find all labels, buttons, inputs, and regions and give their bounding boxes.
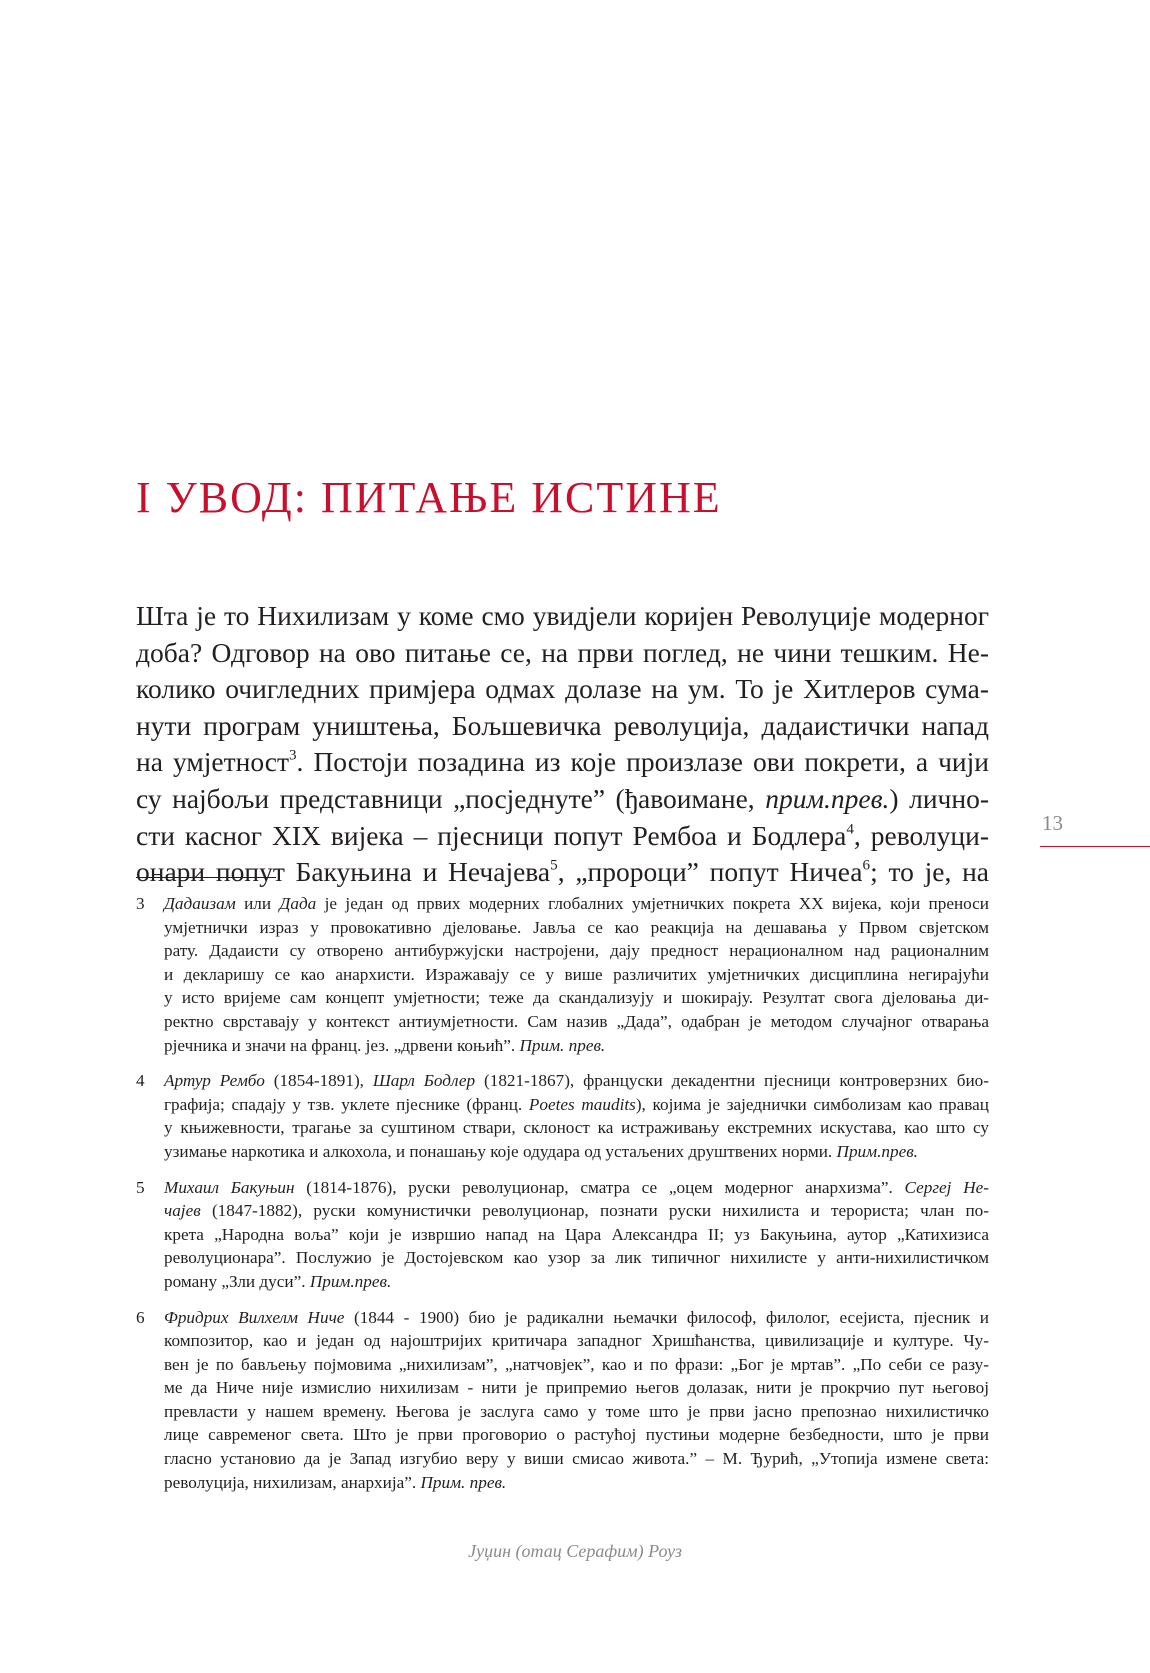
footnote-4 [136, 1069, 989, 1163]
footnote-line: крета „Народна воља” који је извршио напад на Цара Александра II; уз Бакуњина, аутор „Катихизиса [164, 1224, 989, 1244]
footnote-ref-5[interactable]: 5 [550, 857, 558, 874]
footnote-3 [136, 892, 989, 1057]
body-text: на умјетност [136, 746, 289, 778]
footnote-italic: Сергеј Не- [904, 1177, 989, 1197]
body-line [136, 854, 989, 891]
running-footer: Јуџин (отац Серафим) Роуз [468, 1541, 682, 1561]
body-text: , „пророци” попут Ничеа [557, 856, 863, 888]
body-line [136, 744, 989, 781]
footnote-line: ректно сврставају у контекст антиумјетности. Сам назив „Дада”, одабран је методом случајног отварања [164, 1011, 989, 1031]
footnote-italic: чајев [164, 1201, 201, 1221]
footnote-text: (1814-1876), руски револуционар, сматра се „оцем модерног анархизма”. [294, 1177, 905, 1197]
body-text: ) лично- [889, 782, 989, 814]
footnote-italic: Прим.прев. [836, 1141, 918, 1161]
footnote-italic: Прим. прев. [420, 1472, 507, 1492]
footnote-5 [136, 1176, 989, 1294]
footnote-line: и декларишу се као анархисти. Изражавају се у више различитих умјетничких дисциплина негирајући [164, 964, 989, 984]
footnote-text: роману „Зли дуси”. [164, 1271, 310, 1291]
footnote-line [164, 1270, 989, 1294]
footnote-text: је један од првих модерних глобалних умјетничких покрета XX вијека, који преноси [316, 894, 989, 913]
body-text: . Постоји позадина из које произлазе ови покрети, а чији [296, 746, 989, 778]
footnote-separator [136, 877, 276, 878]
footnote-text: графија; спадају у тзв. уклете пјеснике (франц. [164, 1094, 529, 1114]
footnote-line [164, 1034, 989, 1058]
footnote-text: ), којима је заједнички симболизам као правац [635, 1094, 989, 1114]
page-number-rule [1040, 846, 1150, 847]
page-number: 13 [1042, 811, 1063, 835]
footnote-text: (1854-1891), [264, 1071, 373, 1091]
footnote-italic: Прим.прев. [309, 1271, 392, 1291]
footnote-line [164, 1176, 989, 1200]
footnote-line: композитор, као и један од најоштријих критичара западног Хришћанства, цивилизације и културе. Чу- [164, 1331, 989, 1351]
footnote-ref-4[interactable]: 4 [846, 821, 854, 838]
body-text: онари попут Бакуњина и Нечајева [136, 856, 551, 888]
chapter-title: I УВОД: ПИТАЊЕ ИСТИНЕ [136, 473, 722, 522]
footnote-text: (1844 - 1900) био је радикални њемачки философ, филолог, есејиста, пјесник и [344, 1307, 990, 1327]
body-italic: прим.прев. [765, 782, 890, 814]
footnote-italic: Прим. прев. [519, 1035, 606, 1055]
footnote-italic: Шарл Бодлер [372, 1071, 476, 1091]
body-paragraph [136, 598, 989, 891]
footnote-ref-3[interactable]: 3 [288, 748, 297, 765]
footnote-italic: Артур Рембо [164, 1071, 265, 1091]
footnote-text: револуција, нихилизам, анархија”. [164, 1472, 421, 1492]
footnote-ref-6[interactable]: 6 [862, 857, 871, 874]
body-line [136, 818, 989, 855]
footnote-number: 4 [136, 1071, 145, 1091]
footnote-text: (1847-1882), руски комунистички револуционар, познати руски нихилиста и терориста; члан по- [200, 1201, 989, 1221]
body-line [136, 781, 989, 818]
body-text: , револуци- [853, 819, 989, 851]
footnote-italic: Фридрих Вилхелм Ниче [164, 1307, 345, 1327]
body-text: ; то је, на [870, 856, 989, 888]
footnote-line [164, 1306, 989, 1330]
footnote-line: гласно установио да је Запад изгубио веру у виши смисао живота.” – М. Ђурић, „Утопија измене света: [164, 1449, 989, 1469]
footnote-text: (1821-1867), француски декадентни пјесници контроверзних био- [475, 1071, 989, 1091]
footnote-line: ме да Ниче није измислио нихилизам - нити је припремио његов долазак, нити је прокрчио пут његовој [164, 1378, 989, 1398]
body-line: доба? Одговор на ово питање се, на први поглед, не чини тешким. Не- [136, 636, 989, 668]
body-line: колико очигледних примјера одмах долазе на ум. То је Хитлеров сума- [136, 673, 989, 705]
footnote-line [164, 1093, 989, 1117]
footnote-italic: Poetes maudits [528, 1094, 636, 1114]
footnote-line: лице савременог света. Што је први проговорио о растућој пустињи модерне безбедности, што је први [164, 1425, 989, 1445]
footnote-line: револуционара”. Послужио је Достојевском као узор за лик типичног нихилисте у анти-нихилистичком [164, 1248, 989, 1268]
footnote-line: у књижевности, трагање за суштином ствари, склоност ка истраживању екстремних искустава, као што су [164, 1118, 989, 1138]
footnote-line [164, 1199, 989, 1223]
footnote-italic: Дада [279, 894, 317, 913]
footnote-line [164, 892, 989, 916]
footnote-italic: Дадаизам [164, 894, 236, 913]
footnote-italic: Михаил Бакуњин [164, 1177, 295, 1197]
footnote-line: рату. Дадаисти су отворено антибуржујски настројени, дају предност нерационалном над рационалним [164, 941, 989, 961]
footnote-text: рјечника и значи на франц. јез. „дрвени коњић”. [164, 1035, 520, 1055]
body-line: Шта је то Нихилизам у коме смо увидјели коријен Револуције модерног [136, 600, 989, 631]
body-line: нути програм уништења, Бољшевичка револуција, дадаистички напад [136, 709, 989, 741]
footnote-line [164, 1069, 989, 1093]
footnote-line: умјетнички израз у провокативно дјеловање. Јавља се као реакција на дешавања у Првом свјетском [164, 917, 989, 937]
footnote-line: вен је по бављењу појмовима „нихилизам”, „натчовјек”, као и по фрази: „Бог је мртав”. „По себи се разу- [164, 1354, 989, 1374]
footnote-number: 3 [136, 894, 145, 913]
footnote-number: 6 [136, 1307, 145, 1327]
footnote-number: 5 [136, 1177, 145, 1197]
body-text: сти касног XIX вијека – пјесници попут Рембоа и Бодлера [136, 819, 847, 851]
footnote-line [164, 1140, 989, 1164]
footnote-6 [136, 1306, 989, 1495]
footnote-text: узимање наркотика и алкохола, и понашању које одудара од устаљених друштвених норми. [164, 1141, 837, 1161]
body-text: су најбољи представници „посједнуте” (ђавоимане, [136, 782, 766, 814]
footnote-line: у исто вријеме сам концепт умјетности; теже да скандализују и шокирају. Резултат свога дјеловања ди- [164, 988, 989, 1008]
footnotes [136, 892, 989, 1506]
footnote-line [164, 1471, 989, 1495]
footnote-line: превласти у нашем времену. Његова је заслуга само у томе што је први јасно препознао нихилистичко [164, 1401, 989, 1421]
footnote-text: или [235, 894, 280, 913]
